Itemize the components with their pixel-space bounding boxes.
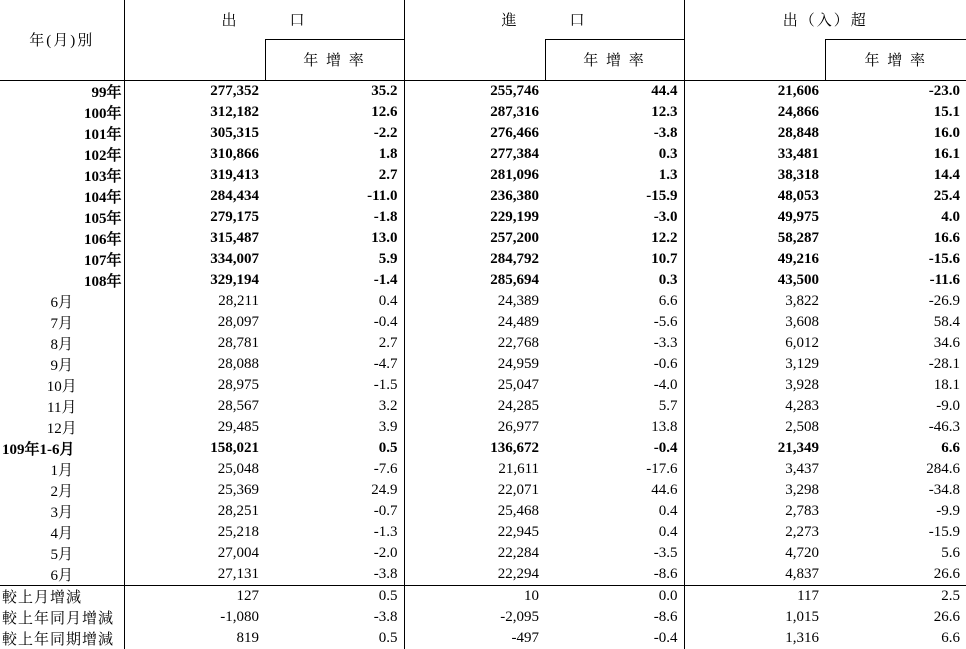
imports-value: 24,489 — [497, 313, 540, 330]
exports-growth: -1.8 — [265, 207, 404, 228]
table-row — [0, 480, 966, 501]
exports-growth: 1.8 — [265, 144, 404, 165]
exports-value: 28,211 — [218, 292, 259, 309]
surplus-growth: 6.6 — [941, 629, 961, 646]
surplus-value: 33,481 — [777, 145, 820, 162]
imports-value: 24,285 — [497, 397, 540, 414]
imports-value: 236,380 — [490, 187, 540, 204]
table-row — [0, 333, 966, 354]
exports-value: 25,218 — [217, 523, 259, 540]
exports-value: 29,485 — [217, 418, 259, 435]
row-label: 99年 — [0, 80, 124, 102]
imports-value: 21,611 — [498, 460, 540, 477]
table-row — [0, 228, 966, 249]
imports-growth: -8.6 — [545, 607, 684, 628]
exports-growth: 12.6 — [265, 102, 404, 123]
exports-growth: -0.7 — [265, 501, 404, 522]
imports-value: 285,694 — [490, 271, 540, 288]
surplus-value: 2,273 — [785, 523, 820, 540]
surplus-growth: 5.6 — [941, 544, 961, 561]
row-label: 1月 — [0, 459, 124, 480]
exports-value-subheader — [124, 39, 265, 80]
imports-value: 25,047 — [497, 376, 540, 393]
row-label: 12月 — [0, 417, 124, 438]
row-label: 10月 — [0, 375, 124, 396]
imports-value-subheader — [404, 39, 545, 80]
row-label: 9月 — [0, 354, 124, 375]
imports-value: 255,746 — [490, 82, 540, 99]
surplus-growth: 284.6 — [926, 460, 961, 477]
imports-value: 22,071 — [497, 481, 540, 498]
row-label: 108年 — [0, 270, 124, 291]
imports-value: 136,672 — [490, 439, 540, 456]
surplus-growth: -34.8 — [928, 481, 961, 498]
surplus-value: 21,606 — [777, 82, 820, 99]
exports-value: 28,088 — [217, 355, 259, 372]
surplus-value: 1,015 — [785, 608, 820, 625]
imports-growth-subheader: 年 增 率 — [545, 39, 684, 80]
row-label: 較上月增減 — [0, 585, 124, 607]
table-row — [0, 270, 966, 291]
surplus-growth: -26.9 — [928, 292, 961, 309]
row-label: 106年 — [0, 228, 124, 249]
imports-growth: -4.0 — [545, 375, 684, 396]
imports-growth: -3.8 — [545, 123, 684, 144]
imports-growth: 10.7 — [545, 249, 684, 270]
exports-growth: -2.2 — [265, 123, 404, 144]
exports-value: 28,251 — [217, 502, 259, 519]
surplus-growth: 14.4 — [933, 166, 961, 183]
surplus-value: 58,287 — [777, 229, 820, 246]
table-row — [0, 543, 966, 564]
exports-growth: 0.5 — [265, 628, 404, 649]
imports-value: 26,977 — [497, 418, 540, 435]
table-row — [0, 396, 966, 417]
row-label: 109年1-6月 — [0, 438, 124, 459]
row-label: 3月 — [0, 501, 124, 522]
surplus-value: 3,437 — [785, 460, 820, 477]
imports-value: 277,384 — [490, 145, 540, 162]
surplus-growth: 58.4 — [933, 313, 961, 330]
surplus-growth: -15.9 — [928, 523, 961, 540]
row-label: 11月 — [0, 396, 124, 417]
table-row — [0, 186, 966, 207]
surplus-growth: -23.0 — [928, 82, 961, 99]
exports-value: 28,975 — [217, 376, 259, 393]
table-row — [0, 607, 966, 628]
row-label: 107年 — [0, 249, 124, 270]
exports-value: 329,194 — [210, 271, 259, 288]
imports-growth: -3.5 — [545, 543, 684, 564]
imports-value: 22,945 — [497, 523, 540, 540]
surplus-value: 49,975 — [777, 208, 820, 225]
row-label: 6月 — [0, 291, 124, 312]
exports-growth: 13.0 — [265, 228, 404, 249]
exports-growth: -1.3 — [265, 522, 404, 543]
row-label: 104年 — [0, 186, 124, 207]
table-row — [0, 501, 966, 522]
exports-value: 334,007 — [210, 250, 259, 267]
surplus-value: 3,129 — [785, 355, 820, 372]
exports-growth: -1.4 — [265, 270, 404, 291]
surplus-growth: -9.0 — [936, 397, 961, 414]
table-row — [0, 354, 966, 375]
row-label: 6月 — [0, 564, 124, 586]
exports-growth: -11.0 — [265, 186, 404, 207]
exports-value: 277,352 — [210, 82, 259, 99]
period-header: 年(月)別 — [0, 0, 124, 80]
exports-value: 319,413 — [210, 166, 259, 183]
surplus-growth: 25.4 — [933, 187, 961, 204]
row-label: 101年 — [0, 123, 124, 144]
table-row — [0, 207, 966, 228]
exports-growth: -1.5 — [265, 375, 404, 396]
surplus-value: 48,053 — [777, 187, 820, 204]
surplus-value: 2,783 — [785, 502, 820, 519]
imports-growth: 1.3 — [545, 165, 684, 186]
surplus-growth: 26.6 — [933, 608, 961, 625]
surplus-value: 28,848 — [777, 124, 820, 141]
imports-growth: -0.6 — [545, 354, 684, 375]
row-label: 8月 — [0, 333, 124, 354]
imports-growth: 0.3 — [545, 144, 684, 165]
imports-growth: 44.4 — [545, 80, 684, 102]
imports-growth: 13.8 — [545, 417, 684, 438]
table-row — [0, 80, 966, 102]
row-label: 102年 — [0, 144, 124, 165]
imports-value: 22,284 — [497, 544, 540, 561]
surplus-value: 4,837 — [785, 565, 820, 582]
imports-growth: -0.4 — [545, 628, 684, 649]
imports-growth: -17.6 — [545, 459, 684, 480]
exports-growth: 3.2 — [265, 396, 404, 417]
surplus-growth: 16.1 — [933, 145, 961, 162]
table-row — [0, 585, 966, 607]
table-row — [0, 522, 966, 543]
exports-growth: 5.9 — [265, 249, 404, 270]
exports-value: 27,131 — [217, 565, 259, 582]
surplus-value: 38,318 — [777, 166, 820, 183]
exports-value: 28,781 — [217, 334, 259, 351]
exports-growth: 2.7 — [265, 165, 404, 186]
table-row — [0, 144, 966, 165]
exports-value: -1,080 — [220, 608, 259, 625]
imports-value: 229,199 — [490, 208, 540, 225]
imports-value: -497 — [511, 629, 540, 646]
exports-growth: -0.4 — [265, 312, 404, 333]
surplus-value: 4,283 — [785, 397, 820, 414]
exports-growth: -3.8 — [265, 607, 404, 628]
imports-growth: -0.4 — [545, 438, 684, 459]
imports-growth: 44.6 — [545, 480, 684, 501]
surplus-growth: 16.0 — [933, 124, 961, 141]
imports-growth: -8.6 — [545, 564, 684, 586]
surplus-growth: 26.6 — [933, 565, 961, 582]
imports-growth: 12.3 — [545, 102, 684, 123]
imports-growth: -15.9 — [545, 186, 684, 207]
table-body — [0, 80, 966, 649]
surplus-value: 3,298 — [785, 481, 820, 498]
exports-growth: -2.0 — [265, 543, 404, 564]
surplus-growth: 34.6 — [933, 334, 961, 351]
row-label: 4月 — [0, 522, 124, 543]
surplus-value: 49,216 — [777, 250, 820, 267]
exports-growth-subheader: 年 增 率 — [265, 39, 404, 80]
table-row — [0, 417, 966, 438]
table-row — [0, 312, 966, 333]
row-label: 105年 — [0, 207, 124, 228]
imports-value: 22,768 — [497, 334, 540, 351]
exports-growth: -7.6 — [265, 459, 404, 480]
exports-value: 819 — [236, 629, 259, 646]
imports-growth: -5.6 — [545, 312, 684, 333]
imports-value: 24,389 — [497, 292, 540, 309]
exports-growth: 0.5 — [265, 585, 404, 607]
surplus-growth: 2.5 — [825, 585, 966, 607]
row-label: 100年 — [0, 102, 124, 123]
imports-value: 22,294 — [497, 565, 540, 582]
table-row — [0, 564, 966, 586]
surplus-growth-subheader: 年 增 率 — [825, 39, 966, 80]
table-row — [0, 291, 966, 312]
imports-growth: 12.2 — [545, 228, 684, 249]
imports-value: 257,200 — [490, 229, 540, 246]
row-label: 7月 — [0, 312, 124, 333]
imports-value: 276,466 — [490, 124, 540, 141]
exports-value: 284,434 — [210, 187, 259, 204]
exports-value: 310,866 — [210, 145, 259, 162]
exports-value: 25,048 — [217, 460, 259, 477]
surplus-header: 出（入）超 — [782, 12, 868, 29]
exports-header: 出 口 — [124, 0, 404, 39]
imports-value: 287,316 — [490, 103, 540, 120]
row-label: 較上年同期增減 — [0, 628, 124, 649]
surplus-growth: -15.6 — [928, 250, 961, 267]
exports-growth: -3.8 — [265, 564, 404, 586]
row-label: 5月 — [0, 543, 124, 564]
row-label: 103年 — [0, 165, 124, 186]
exports-value: 315,487 — [210, 229, 259, 246]
table-row — [0, 123, 966, 144]
table-row — [0, 459, 966, 480]
surplus-value: 4,720 — [785, 544, 820, 561]
exports-value: 279,175 — [210, 208, 259, 225]
imports-value: -2,095 — [500, 608, 540, 625]
surplus-value: 3,928 — [785, 376, 820, 393]
exports-value: 127 — [124, 585, 265, 607]
surplus-value-subheader — [684, 39, 825, 80]
surplus-growth: 18.1 — [933, 376, 961, 393]
imports-growth: 6.6 — [545, 291, 684, 312]
imports-growth: 0.4 — [545, 522, 684, 543]
surplus-value: 43,500 — [777, 271, 820, 288]
surplus-growth: 15.1 — [933, 103, 961, 120]
imports-growth: -3.3 — [545, 333, 684, 354]
surplus-value: 24,866 — [777, 103, 820, 120]
imports-growth: 5.7 — [545, 396, 684, 417]
exports-value: 312,182 — [210, 103, 259, 120]
imports-growth: 0.0 — [545, 585, 684, 607]
surplus-value: 6,012 — [785, 334, 820, 351]
surplus-value: 21,349 — [777, 439, 820, 456]
surplus-value: 2,508 — [785, 418, 820, 435]
exports-value: 28,567 — [217, 397, 259, 414]
table-row — [0, 438, 966, 459]
exports-value: 25,369 — [217, 481, 259, 498]
imports-value: 24,959 — [497, 355, 540, 372]
table-row — [0, 628, 966, 649]
imports-value: 10 — [404, 585, 545, 607]
exports-value: 28,097 — [217, 313, 259, 330]
exports-growth: 2.7 — [265, 333, 404, 354]
exports-growth: 24.9 — [265, 480, 404, 501]
surplus-growth: -28.1 — [928, 355, 961, 372]
table-row — [0, 375, 966, 396]
surplus-growth: -9.9 — [936, 502, 961, 519]
surplus-growth: 6.6 — [941, 439, 961, 456]
imports-growth: 0.4 — [545, 501, 684, 522]
row-label: 較上年同月增減 — [0, 607, 124, 628]
surplus-value: 3,822 — [785, 292, 820, 309]
surplus-value: 117 — [684, 585, 825, 607]
exports-growth: 0.5 — [265, 438, 404, 459]
imports-growth: 0.3 — [545, 270, 684, 291]
exports-value: 158,021 — [210, 439, 259, 456]
surplus-growth: 4.0 — [941, 208, 961, 225]
exports-growth: 3.9 — [265, 417, 404, 438]
imports-header: 進 口 — [404, 0, 684, 39]
imports-value: 25,468 — [497, 502, 540, 519]
imports-growth: -3.0 — [545, 207, 684, 228]
exports-value: 305,315 — [210, 124, 259, 141]
exports-growth: -4.7 — [265, 354, 404, 375]
surplus-growth: 16.6 — [933, 229, 961, 246]
surplus-growth: -11.6 — [929, 271, 961, 288]
table-row — [0, 165, 966, 186]
imports-value: 284,792 — [490, 250, 540, 267]
surplus-value: 1,316 — [785, 629, 820, 646]
table-row — [0, 102, 966, 123]
surplus-growth: -46.3 — [928, 418, 961, 435]
imports-value: 281,096 — [490, 166, 540, 183]
table-row — [0, 249, 966, 270]
surplus-value: 3,608 — [785, 313, 820, 330]
exports-growth: 0.4 — [265, 291, 404, 312]
row-label: 2月 — [0, 480, 124, 501]
exports-value: 27,004 — [217, 544, 259, 561]
exports-growth: 35.2 — [265, 80, 404, 102]
